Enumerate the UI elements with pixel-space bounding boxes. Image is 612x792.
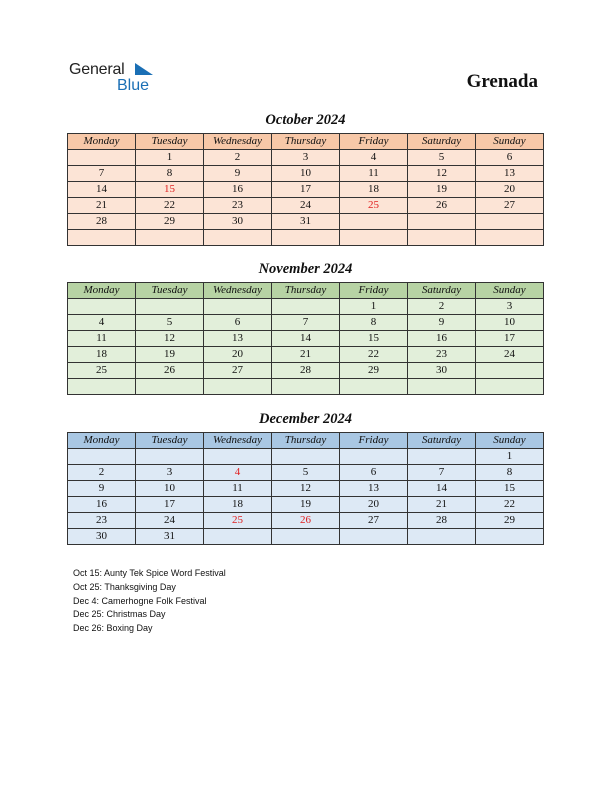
empty-day-cell	[340, 449, 408, 465]
day-cell: 24	[476, 347, 544, 363]
weekday-header: Sunday	[476, 283, 544, 299]
weekday-header: Wednesday	[204, 283, 272, 299]
day-cell: 20	[340, 497, 408, 513]
weekday-header: Wednesday	[204, 134, 272, 150]
empty-day-cell	[204, 529, 272, 545]
empty-day-cell	[272, 379, 340, 395]
logo-text-blue: Blue	[117, 77, 150, 94]
week-row	[68, 449, 544, 465]
empty-day-cell	[408, 379, 476, 395]
day-cell: 12	[272, 481, 340, 497]
day-cell: 26	[408, 198, 476, 214]
empty-day-cell	[408, 230, 476, 246]
week-row	[68, 331, 544, 347]
day-cell: 25	[204, 513, 272, 529]
week-row	[68, 182, 544, 198]
day-cell: 25	[340, 198, 408, 214]
day-cell: 29	[136, 214, 204, 230]
day-cell: 21	[408, 497, 476, 513]
day-cell: 9	[408, 315, 476, 331]
weekday-header: Monday	[68, 134, 136, 150]
day-cell: 18	[68, 347, 136, 363]
week-row	[68, 347, 544, 363]
empty-day-cell	[136, 299, 204, 315]
day-cell: 10	[272, 166, 340, 182]
weekday-header: Monday	[68, 283, 136, 299]
brand-logo	[69, 61, 159, 97]
week-row	[68, 166, 544, 182]
empty-day-cell	[136, 449, 204, 465]
day-cell: 15	[476, 481, 544, 497]
weekday-header: Friday	[340, 433, 408, 449]
weekday-header-row	[68, 433, 544, 449]
empty-day-cell	[68, 150, 136, 166]
empty-day-cell	[204, 379, 272, 395]
day-cell: 13	[476, 166, 544, 182]
day-cell: 9	[68, 481, 136, 497]
day-cell: 30	[408, 363, 476, 379]
day-cell: 18	[204, 497, 272, 513]
day-cell: 17	[272, 182, 340, 198]
day-cell: 8	[476, 465, 544, 481]
day-cell: 25	[68, 363, 136, 379]
weekday-header: Sunday	[476, 134, 544, 150]
weekday-header: Thursday	[272, 283, 340, 299]
day-cell: 7	[408, 465, 476, 481]
day-cell: 19	[408, 182, 476, 198]
empty-day-cell	[272, 299, 340, 315]
weekday-header: Sunday	[476, 433, 544, 449]
day-cell: 31	[272, 214, 340, 230]
day-cell: 16	[408, 331, 476, 347]
empty-day-cell	[476, 363, 544, 379]
empty-day-cell	[204, 449, 272, 465]
empty-day-cell	[476, 214, 544, 230]
empty-day-cell	[408, 214, 476, 230]
day-cell: 2	[68, 465, 136, 481]
day-cell: 21	[272, 347, 340, 363]
empty-day-cell	[204, 230, 272, 246]
week-row	[68, 513, 544, 529]
day-cell: 28	[408, 513, 476, 529]
day-cell: 9	[204, 166, 272, 182]
day-cell: 28	[68, 214, 136, 230]
month-title-november: November 2024	[258, 261, 353, 277]
day-cell: 27	[204, 363, 272, 379]
week-row	[68, 299, 544, 315]
day-cell: 19	[272, 497, 340, 513]
day-cell: 8	[340, 315, 408, 331]
day-cell: 19	[136, 347, 204, 363]
day-cell: 22	[340, 347, 408, 363]
day-cell: 6	[204, 315, 272, 331]
day-cell: 2	[408, 299, 476, 315]
day-cell: 22	[476, 497, 544, 513]
day-cell: 10	[476, 315, 544, 331]
calendar-october	[67, 133, 544, 246]
logo-text-general: General	[69, 61, 125, 78]
day-cell: 14	[408, 481, 476, 497]
holiday-note: Oct 15: Aunty Tek Spice Word Festival	[73, 568, 226, 578]
day-cell: 12	[408, 166, 476, 182]
weekday-header: Thursday	[272, 433, 340, 449]
day-cell: 2	[204, 150, 272, 166]
weekday-header: Friday	[340, 134, 408, 150]
day-cell: 22	[136, 198, 204, 214]
day-cell: 27	[476, 198, 544, 214]
day-cell: 18	[340, 182, 408, 198]
weekday-header: Friday	[340, 283, 408, 299]
day-cell: 29	[340, 363, 408, 379]
week-row	[68, 230, 544, 246]
day-cell: 16	[68, 497, 136, 513]
empty-day-cell	[68, 449, 136, 465]
day-cell: 27	[340, 513, 408, 529]
day-cell: 30	[204, 214, 272, 230]
day-cell: 7	[272, 315, 340, 331]
weekday-header: Tuesday	[136, 283, 204, 299]
empty-day-cell	[476, 230, 544, 246]
weekday-header: Saturday	[408, 433, 476, 449]
day-cell: 11	[68, 331, 136, 347]
day-cell: 7	[68, 166, 136, 182]
empty-day-cell	[68, 299, 136, 315]
week-row	[68, 465, 544, 481]
week-row	[68, 150, 544, 166]
country-title: Grenada	[466, 71, 538, 92]
week-row	[68, 315, 544, 331]
holiday-note: Dec 26: Boxing Day	[73, 623, 153, 634]
day-cell: 10	[136, 481, 204, 497]
day-cell: 5	[408, 150, 476, 166]
day-cell: 14	[68, 182, 136, 198]
day-cell: 17	[476, 331, 544, 347]
weekday-header: Saturday	[408, 134, 476, 150]
logo-triangle-icon	[133, 63, 153, 77]
calendar-december	[67, 432, 544, 545]
day-cell: 3	[272, 150, 340, 166]
day-cell: 12	[136, 331, 204, 347]
calendar-november	[67, 282, 544, 395]
empty-day-cell	[272, 230, 340, 246]
day-cell: 17	[136, 497, 204, 513]
month-title-december: December 2024	[258, 411, 352, 427]
weekday-header: Thursday	[272, 134, 340, 150]
empty-day-cell	[204, 299, 272, 315]
week-row	[68, 198, 544, 214]
weekday-header-row	[68, 134, 544, 150]
day-cell: 5	[136, 315, 204, 331]
empty-day-cell	[340, 379, 408, 395]
week-row	[68, 529, 544, 545]
day-cell: 11	[204, 481, 272, 497]
day-cell: 24	[136, 513, 204, 529]
day-cell: 6	[476, 150, 544, 166]
empty-day-cell	[68, 379, 136, 395]
day-cell: 8	[136, 166, 204, 182]
weekday-header-row	[68, 283, 544, 299]
day-cell: 13	[204, 331, 272, 347]
empty-day-cell	[136, 379, 204, 395]
empty-day-cell	[136, 230, 204, 246]
day-cell: 20	[476, 182, 544, 198]
day-cell: 28	[272, 363, 340, 379]
empty-day-cell	[476, 379, 544, 395]
weekday-header: Tuesday	[136, 134, 204, 150]
holiday-note: Oct 25: Thanksgiving Day	[73, 581, 176, 592]
weekday-header: Wednesday	[204, 433, 272, 449]
day-cell: 1	[136, 150, 204, 166]
day-cell: 23	[68, 513, 136, 529]
day-cell: 23	[408, 347, 476, 363]
day-cell: 26	[136, 363, 204, 379]
empty-day-cell	[272, 529, 340, 545]
day-cell: 29	[476, 513, 544, 529]
day-cell: 26	[272, 513, 340, 529]
day-cell: 31	[136, 529, 204, 545]
holiday-note: Dec 4: Camerhogne Folk Festival	[73, 595, 207, 606]
holiday-notes	[73, 567, 226, 636]
week-row	[68, 214, 544, 230]
month-title-october: October 2024	[265, 112, 346, 128]
week-row	[68, 481, 544, 497]
empty-day-cell	[408, 449, 476, 465]
day-cell: 11	[340, 166, 408, 182]
day-cell: 21	[68, 198, 136, 214]
day-cell: 1	[476, 449, 544, 465]
day-cell: 15	[340, 331, 408, 347]
day-cell: 14	[272, 331, 340, 347]
empty-day-cell	[68, 230, 136, 246]
day-cell: 15	[136, 182, 204, 198]
day-cell: 5	[272, 465, 340, 481]
weekday-header: Saturday	[408, 283, 476, 299]
day-cell: 3	[476, 299, 544, 315]
day-cell: 3	[136, 465, 204, 481]
day-cell: 20	[204, 347, 272, 363]
day-cell: 4	[340, 150, 408, 166]
week-row	[68, 363, 544, 379]
empty-day-cell	[408, 529, 476, 545]
day-cell: 1	[340, 299, 408, 315]
day-cell: 13	[340, 481, 408, 497]
weekday-header: Monday	[68, 433, 136, 449]
day-cell: 4	[204, 465, 272, 481]
holiday-note: Dec 25: Christmas Day	[73, 609, 166, 620]
day-cell: 4	[68, 315, 136, 331]
week-row	[68, 497, 544, 513]
week-row	[68, 379, 544, 395]
day-cell: 6	[340, 465, 408, 481]
empty-day-cell	[340, 230, 408, 246]
day-cell: 23	[204, 198, 272, 214]
empty-day-cell	[340, 529, 408, 545]
day-cell: 16	[204, 182, 272, 198]
day-cell: 24	[272, 198, 340, 214]
day-cell: 30	[68, 529, 136, 545]
weekday-header: Tuesday	[136, 433, 204, 449]
empty-day-cell	[340, 214, 408, 230]
empty-day-cell	[476, 529, 544, 545]
empty-day-cell	[272, 449, 340, 465]
